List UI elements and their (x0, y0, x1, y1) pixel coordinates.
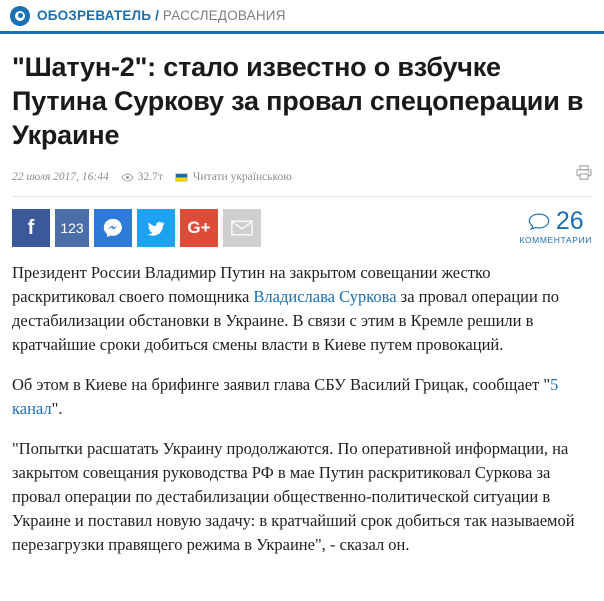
site-header (0, 0, 604, 34)
article-paragraph (12, 373, 592, 421)
inline-link-5kanal[interactable]: 5 канал (12, 375, 559, 418)
comments-count: 26 (555, 207, 584, 235)
brand-name[interactable]: ОБОЗРЕВАТЕЛЬ (37, 8, 152, 23)
share-twitter-button[interactable] (137, 209, 175, 247)
ukraine-flag-icon (175, 173, 188, 182)
view-count-value: 32.7т (137, 171, 163, 183)
mail-icon (231, 220, 253, 236)
language-switch[interactable] (175, 171, 292, 183)
article-meta (12, 166, 592, 197)
share-facebook-button[interactable]: f (12, 209, 50, 247)
share-facebook-count: 123 (55, 209, 89, 247)
twitter-icon (146, 218, 167, 239)
paragraph-text: "Попытки расшатать Украину продолжаются. По оперативной информации, на закрытом совещания руководства РФ в мае Путин раскритиковал Суркова за провал операции по дестабилизации общественно-политической ситуации в Украине и поставил новую задачу: в кратчайший срок добиться так называемой перезагрузки правящего режима в Украине", - сказал он. (12, 439, 575, 554)
inline-link-surkov[interactable]: Владислава Суркова (253, 287, 397, 306)
paragraph-text: Об этом в Киеве на брифинге заявил глава СБУ Василий Грицак, сообщает " (12, 375, 551, 394)
share-messenger-button[interactable] (94, 209, 132, 247)
comments-top (528, 209, 584, 234)
page-title: "Шатун-2": стало известно о взбучке Путина Суркову за провал спецоперации в Украине (12, 52, 584, 150)
article-paragraph (12, 437, 592, 557)
eye-icon (121, 173, 134, 182)
printer-icon[interactable] (576, 165, 592, 180)
article-body (12, 261, 592, 557)
section-name[interactable]: РАССЛЕДОВАНИЯ (162, 8, 286, 23)
messenger-icon (102, 217, 124, 239)
comments-label: КОММЕНТАРИИ (519, 235, 592, 245)
paragraph-text: ". (51, 399, 63, 418)
share-googleplus-button[interactable]: G+ (180, 209, 218, 247)
paragraph-text: Президент России Владимир Путин на закрытом совещании жестко раскритиковал своего помощника (12, 263, 491, 306)
share-bar (12, 209, 592, 247)
article-paragraph (12, 261, 592, 357)
view-count (121, 171, 163, 183)
brand-separator: / (155, 8, 159, 23)
language-switch-label: Читати українською (192, 171, 292, 183)
comments-link[interactable] (519, 209, 592, 245)
paragraph-text: за провал операции по дестабилизации обстановки в Украине. В связи с этим в Кремле решили в кратчайшие сроки добиться смены власти в Киеве путем провокаций. (12, 287, 560, 354)
publish-date: 22 июля 2017, 16:44 (12, 171, 109, 183)
comment-bubble-icon (528, 213, 550, 230)
circle-logo-icon[interactable] (10, 6, 30, 26)
share-email-button[interactable] (223, 209, 261, 247)
